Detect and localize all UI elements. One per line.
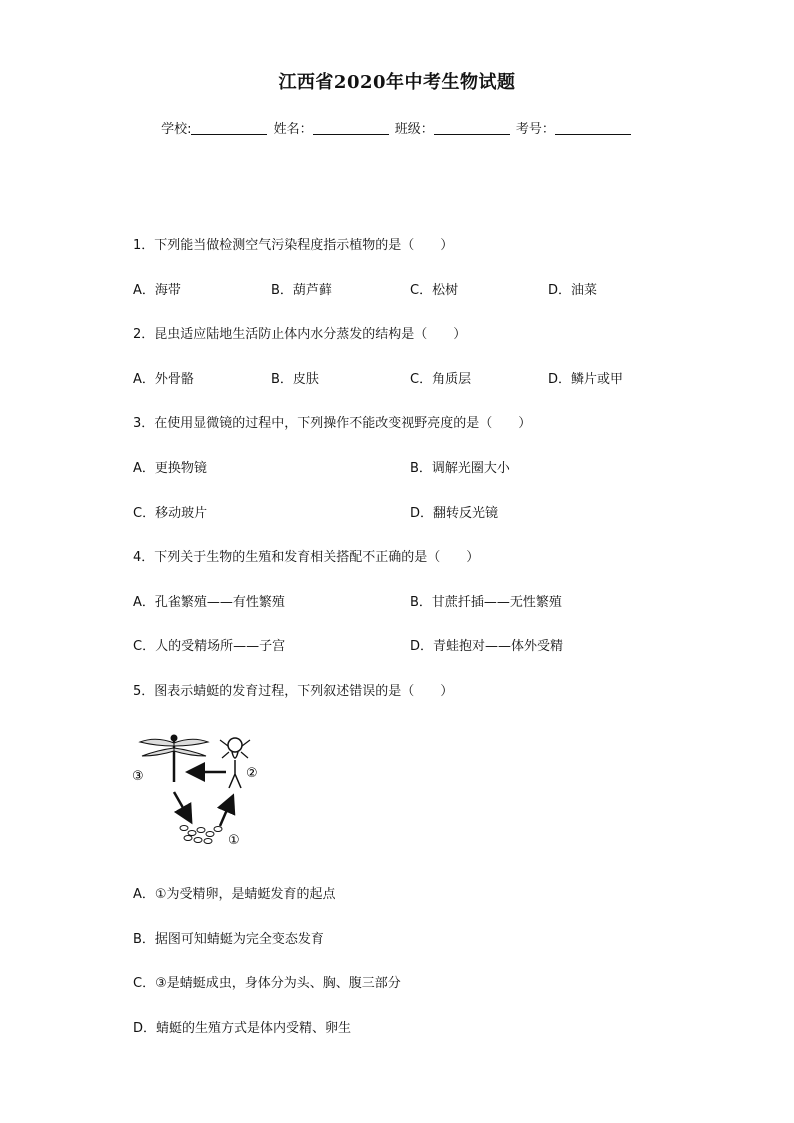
question-1-option-a[interactable]: A．海带 bbox=[133, 283, 181, 298]
name-label: 姓名： bbox=[273, 122, 313, 137]
question-2-option-c[interactable]: C．角质层 bbox=[410, 372, 472, 387]
question-4-option-b[interactable]: B．甘蔗扦插——无性繁殖 bbox=[410, 595, 562, 610]
question-5-stem: 5．图表示蜻蜓的发育过程，下列叙述错误的是（ ） bbox=[133, 684, 454, 699]
school-label: 学校: bbox=[161, 122, 192, 137]
question-4-option-a[interactable]: A．孔雀繁殖——有性繁殖 bbox=[133, 595, 285, 610]
name-blank[interactable] bbox=[313, 120, 389, 135]
question-1-option-c[interactable]: C．松树 bbox=[410, 283, 459, 298]
question-4-stem: 4．下列关于生物的生殖和发育相关搭配不正确的是（ ） bbox=[133, 550, 480, 565]
figure-label-2: ② bbox=[246, 766, 258, 781]
question-3-option-c[interactable]: C．移动玻片 bbox=[133, 506, 208, 521]
number-label: 考号： bbox=[515, 122, 555, 137]
dragonfly-lifecycle-figure bbox=[132, 730, 272, 855]
question-5-option-b[interactable]: B．据图可知蜻蜓为完全变态发育 bbox=[133, 932, 324, 947]
question-1-stem: 1．下列能当做检测空气污染程度指示植物的是（ ） bbox=[133, 238, 454, 253]
dragonfly-adult-icon bbox=[140, 735, 208, 782]
dragonfly-eggs-icon bbox=[180, 826, 222, 844]
arrow-adult-to-eggs bbox=[174, 792, 190, 820]
question-2-option-d[interactable]: D．鳞片或甲 bbox=[548, 372, 624, 387]
question-5-option-d[interactable]: D．蜻蜓的生殖方式是体内受精、卵生 bbox=[133, 1021, 352, 1036]
question-2-option-a[interactable]: A．外骨骼 bbox=[133, 372, 194, 387]
question-1-option-b[interactable]: B．葫芦藓 bbox=[271, 283, 332, 298]
question-4-option-c[interactable]: C．人的受精场所——子宫 bbox=[133, 639, 286, 654]
class-blank[interactable] bbox=[434, 120, 510, 135]
question-2-stem: 2．昆虫适应陆地生活防止体内水分蒸发的结构是（ ） bbox=[133, 327, 467, 342]
question-3-option-b[interactable]: B．调解光圈大小 bbox=[410, 461, 510, 476]
question-3-option-d[interactable]: D．翻转反光镜 bbox=[410, 506, 499, 521]
question-5-option-a[interactable]: A．①为受精卵，是蜻蜓发育的起点 bbox=[133, 887, 336, 902]
question-2-option-b[interactable]: B．皮肤 bbox=[271, 372, 319, 387]
school-blank[interactable] bbox=[191, 120, 267, 135]
question-3-stem: 3．在使用显微镜的过程中，下列操作不能改变视野亮度的是（ ） bbox=[133, 416, 532, 431]
arrow-eggs-to-nymph bbox=[220, 798, 232, 826]
question-3-option-a[interactable]: A．更换物镜 bbox=[133, 461, 207, 476]
figure-label-3: ③ bbox=[132, 769, 144, 784]
number-blank[interactable] bbox=[555, 120, 631, 135]
question-4-option-d[interactable]: D．青蛙抱对——体外受精 bbox=[410, 639, 564, 654]
question-5-option-c[interactable]: C．③是蜻蜓成虫，身体分为头、胸、腹三部分 bbox=[133, 976, 401, 991]
student-info-line bbox=[0, 118, 794, 137]
question-1-option-d[interactable]: D．油菜 bbox=[548, 283, 598, 298]
page-title: 江西省2020年中考生物试题 bbox=[278, 72, 516, 93]
class-label: 班级： bbox=[394, 122, 434, 137]
figure-label-1: ① bbox=[228, 833, 240, 848]
